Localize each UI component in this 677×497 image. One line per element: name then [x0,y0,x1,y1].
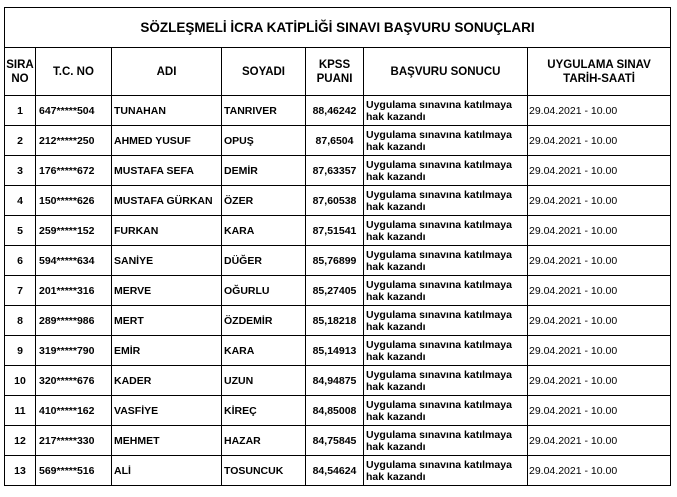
row-tc-no: 647*****504 [36,96,112,126]
row-sira-no: 2 [5,126,36,156]
row-kpss-puani: 85,76899 [306,246,364,276]
row-kpss-puani: 85,14913 [306,336,364,366]
col-header-sonuc: BAŞVURU SONUCU [364,48,528,96]
row-adi: VASFİYE [112,396,222,426]
row-tc-no: 319*****790 [36,336,112,366]
table-row [5,426,671,456]
row-adi: KADER [112,366,222,396]
row-tc-no: 289*****986 [36,306,112,336]
table-body [5,96,671,486]
row-kpss-puani: 87,63357 [306,156,364,186]
row-soyadi: ÖZDEMİR [222,306,306,336]
col-header-kpss: KPSS PUANI [306,48,364,96]
row-kpss-puani: 84,75845 [306,426,364,456]
row-sinav-tarih-saati: 29.04.2021 - 10.00 [528,396,671,426]
row-soyadi: DEMİR [222,156,306,186]
row-sira-no: 4 [5,186,36,216]
row-kpss-puani: 87,60538 [306,186,364,216]
page-title: SÖZLEŞMELİ İCRA KATİPLİĞİ SINAVI BAŞVURU SONUÇLARI [5,8,671,48]
row-kpss-puani: 87,51541 [306,216,364,246]
row-kpss-puani: 84,94875 [306,366,364,396]
table-row [5,126,671,156]
results-sheet [4,7,670,486]
row-soyadi: HAZAR [222,426,306,456]
row-tc-no: 201*****316 [36,276,112,306]
table-row [5,366,671,396]
row-soyadi: KARA [222,216,306,246]
table-row [5,156,671,186]
row-kpss-puani: 84,85008 [306,396,364,426]
row-sinav-tarih-saati: 29.04.2021 - 10.00 [528,246,671,276]
row-adi: MUSTAFA GÜRKAN [112,186,222,216]
row-sira-no: 1 [5,96,36,126]
row-sira-no: 5 [5,216,36,246]
table-row [5,456,671,486]
row-tc-no: 410*****162 [36,396,112,426]
row-soyadi: KİREÇ [222,396,306,426]
row-adi: SANİYE [112,246,222,276]
row-soyadi: TANRIVER [222,96,306,126]
row-sinav-tarih-saati: 29.04.2021 - 10.00 [528,96,671,126]
row-basvuru-sonucu: Uygulama sınavına katılmaya hak kazandı [364,186,528,216]
row-basvuru-sonucu: Uygulama sınavına katılmaya hak kazandı [364,96,528,126]
row-kpss-puani: 88,46242 [306,96,364,126]
row-adi: FURKAN [112,216,222,246]
row-sinav-tarih-saati: 29.04.2021 - 10.00 [528,456,671,486]
row-soyadi: DÜĞER [222,246,306,276]
row-adi: ALİ [112,456,222,486]
row-soyadi: TOSUNCUK [222,456,306,486]
row-basvuru-sonucu: Uygulama sınavına katılmaya hak kazandı [364,336,528,366]
row-basvuru-sonucu: Uygulama sınavına katılmaya hak kazandı [364,306,528,336]
table-row [5,306,671,336]
table-row [5,336,671,366]
col-header-soyadi: SOYADI [222,48,306,96]
row-basvuru-sonucu: Uygulama sınavına katılmaya hak kazandı [364,426,528,456]
row-sira-no: 11 [5,396,36,426]
row-soyadi: KARA [222,336,306,366]
row-tc-no: 212*****250 [36,126,112,156]
row-soyadi: UZUN [222,366,306,396]
row-tc-no: 569*****516 [36,456,112,486]
row-sinav-tarih-saati: 29.04.2021 - 10.00 [528,156,671,186]
table-row [5,216,671,246]
row-sira-no: 13 [5,456,36,486]
row-sira-no: 8 [5,306,36,336]
row-adi: AHMED YUSUF [112,126,222,156]
row-soyadi: ÖZER [222,186,306,216]
table-row [5,396,671,426]
row-basvuru-sonucu: Uygulama sınavına katılmaya hak kazandı [364,366,528,396]
row-basvuru-sonucu: Uygulama sınavına katılmaya hak kazandı [364,216,528,246]
row-adi: EMİR [112,336,222,366]
row-basvuru-sonucu: Uygulama sınavına katılmaya hak kazandı [364,126,528,156]
row-sira-no: 10 [5,366,36,396]
row-tc-no: 217*****330 [36,426,112,456]
row-kpss-puani: 84,54624 [306,456,364,486]
row-sinav-tarih-saati: 29.04.2021 - 10.00 [528,216,671,246]
row-adi: MERT [112,306,222,336]
header-row [5,48,671,96]
row-sira-no: 12 [5,426,36,456]
row-sira-no: 6 [5,246,36,276]
row-basvuru-sonucu: Uygulama sınavına katılmaya hak kazandı [364,396,528,426]
row-kpss-puani: 85,27405 [306,276,364,306]
row-adi: MERVE [112,276,222,306]
results-table [4,7,671,486]
row-sinav-tarih-saati: 29.04.2021 - 10.00 [528,336,671,366]
row-sinav-tarih-saati: 29.04.2021 - 10.00 [528,426,671,456]
col-header-sira: SIRA NO [5,48,36,96]
row-soyadi: OĞURLU [222,276,306,306]
row-tc-no: 259*****152 [36,216,112,246]
row-sinav-tarih-saati: 29.04.2021 - 10.00 [528,366,671,396]
row-tc-no: 320*****676 [36,366,112,396]
table-row [5,246,671,276]
row-tc-no: 594*****634 [36,246,112,276]
table-row [5,276,671,306]
col-header-tarih: UYGULAMA SINAV TARİH-SAATİ [528,48,671,96]
row-sinav-tarih-saati: 29.04.2021 - 10.00 [528,276,671,306]
row-tc-no: 176*****672 [36,156,112,186]
row-sinav-tarih-saati: 29.04.2021 - 10.00 [528,186,671,216]
row-basvuru-sonucu: Uygulama sınavına katılmaya hak kazandı [364,456,528,486]
row-sira-no: 9 [5,336,36,366]
row-adi: MEHMET [112,426,222,456]
table-row [5,186,671,216]
col-header-tc: T.C. NO [36,48,112,96]
row-sira-no: 7 [5,276,36,306]
row-kpss-puani: 87,6504 [306,126,364,156]
row-basvuru-sonucu: Uygulama sınavına katılmaya hak kazandı [364,276,528,306]
row-sinav-tarih-saati: 29.04.2021 - 10.00 [528,126,671,156]
row-adi: TUNAHAN [112,96,222,126]
row-tc-no: 150*****626 [36,186,112,216]
row-kpss-puani: 85,18218 [306,306,364,336]
row-basvuru-sonucu: Uygulama sınavına katılmaya hak kazandı [364,246,528,276]
col-header-adi: ADI [112,48,222,96]
row-sira-no: 3 [5,156,36,186]
row-basvuru-sonucu: Uygulama sınavına katılmaya hak kazandı [364,156,528,186]
row-adi: MUSTAFA SEFA [112,156,222,186]
row-sinav-tarih-saati: 29.04.2021 - 10.00 [528,306,671,336]
table-row [5,96,671,126]
row-soyadi: OPUŞ [222,126,306,156]
